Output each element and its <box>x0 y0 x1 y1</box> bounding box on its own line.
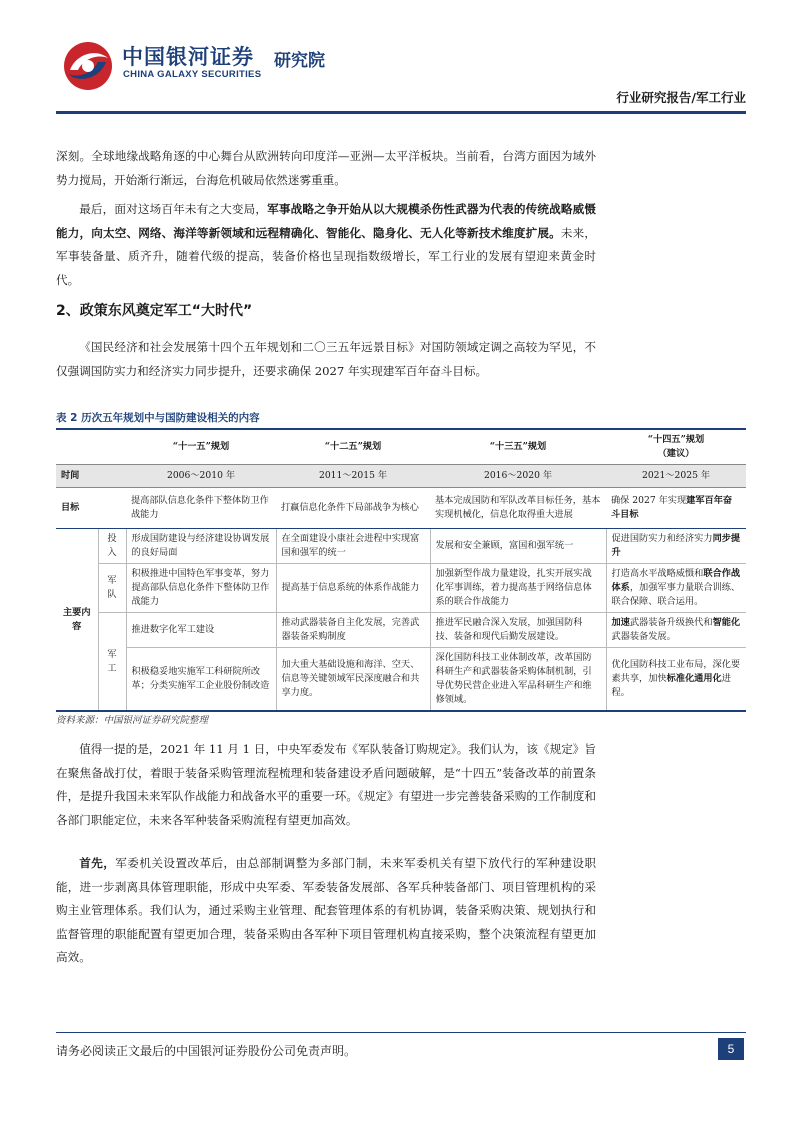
invest-13th: 发展和安全兼顾，富国和强军统一 <box>430 529 606 564</box>
sub-label-industry: 军工 <box>98 613 126 712</box>
invest-12th: 在全面建设小康社会进程中实现富国和强军的统一 <box>276 529 430 564</box>
industry1-14th-text-a: 武器装备升级换代和 <box>629 617 713 628</box>
paragraph-5 <box>56 852 596 970</box>
industry1-13th: 推进军民融合深入发展，加强国防科技、装备和现代后勤发展建设。 <box>430 613 606 648</box>
header-14th-note: （建议） <box>657 448 695 459</box>
industry2-11th: 积极稳妥地实施军工科研院所改革；分类实施军工企业股份制改造 <box>126 648 276 712</box>
army-14th <box>606 564 746 613</box>
industry1-14th-text-b: 武器装备发展。 <box>611 631 676 642</box>
industry2-13th: 深化国防科技工业体制改革，改革国防科研生产和武器装备采购体制机制，引导优势民营企业进入军品科研生产和维修领域。 <box>430 648 606 712</box>
industry1-14th-emphasis-b: 智能化 <box>712 617 741 628</box>
sub-label-invest: 投入 <box>98 529 126 564</box>
industry1-14th <box>606 613 746 648</box>
industry2-14th-tail: 进程。 <box>611 673 731 698</box>
goal-14th-text: 确保 2027 年实现 <box>611 495 687 506</box>
army-13th: 加强新型作战力量建设，扎实开展实战化军事训练，着力提高基于网络信息体系的联合作战能力 <box>430 564 606 613</box>
paragraph-2-lead: 最后，面对这场百年未有之大变局， <box>79 202 268 216</box>
paragraph-5-body: 军委机关设置改革后，由总部制调整为多部门制，未来军委机关有望下放代行的军种建设职能，进一步剥离具体管理职能，形成中央军委、军委装备发展部、各军兵种装备部门、项目管理机构的采购主业管理体系。我们认为，通过采购主业管理、配套管理体系的有机协调，装备采购决策、规划执行和监督管理的职能配置有望更加合理，装备采购由各军种下项目管理机构直接采购，整个决策流程有望更加高效。 <box>56 856 596 964</box>
header-14th-title: “十四五”规划 <box>647 434 705 445</box>
year-13th: 2016～2020 年 <box>430 465 606 488</box>
table-caption: 表 2 历次五年规划中与国防建设相关的内容 <box>56 412 260 424</box>
goal-label: 目标 <box>56 488 126 529</box>
army-12th: 提高基于信息系统的体系作战能力 <box>276 564 430 613</box>
footer-disclaimer: 请务必阅读正文最后的中国银河证券股份公司免责声明。 <box>56 1044 357 1058</box>
page-number: 5 <box>718 1038 744 1060</box>
goal-12th: 打赢信息化条件下局部战争为核心 <box>276 488 430 529</box>
industry2-14th <box>606 648 746 712</box>
paragraph-2-emphasis: 军事战略之争开始从以大规模杀伤性武器为代表的传统战略威慑能力，向太空、网络、海洋等新领域和远程精确化、智能化、隐身化、无人化等新技术维度扩展。 <box>56 202 596 240</box>
paragraph-4: 值得一提的是，2021 年 11 月 1 日，中央军委发布《军队装备订购规定》。我们认为，该《规定》旨在聚焦备战打仗，着眼于装备采购管理流程梳理和装备建设矛盾问题破解，是“十四五”装备改革的前置条件，是提升我国未来军队作战能力和战备水平的重要一环。《规定》有望进一步完善装备采购的工作制度和各部门职能定位，未来各军种装备采购流程有望更加高效。 <box>56 742 596 827</box>
invest-14th-emphasis: 同步提升 <box>611 533 741 558</box>
industry1-11th: 推进数字化军工建设 <box>126 613 276 648</box>
page-header <box>56 36 746 116</box>
year-11th: 2006～2010 年 <box>126 465 276 488</box>
goal-11th: 提高部队信息化条件下整体防卫作战能力 <box>126 488 276 529</box>
header-14th <box>606 429 746 465</box>
paragraph-5-lead: 首先， <box>79 856 116 870</box>
industry2-12th: 加大重大基础设施和海洋、空天、信息等关键领域军民深度融合和共享力度。 <box>276 648 430 712</box>
industry2-14th-emphasis: 标准化通用化 <box>666 673 722 684</box>
institute-name: 研究院 <box>274 51 325 71</box>
footer-divider <box>56 1032 746 1033</box>
army-14th-tail: ，加强军事力量联合训练、联合保障、联合运用。 <box>611 582 741 607</box>
table-source: 资料来源：中国银河证券研究院整理 <box>56 715 209 726</box>
main-content-label: 主要内容 <box>56 529 98 712</box>
goal-14th <box>606 488 746 529</box>
industry1-14th-emphasis-a: 加速 <box>611 617 630 628</box>
industry2-14th-text: 优化国防科技工业布局，深化要素共享，加快 <box>611 659 741 684</box>
year-14th: 2021～2025 年 <box>606 465 746 488</box>
header-13th: “十三五”规划 <box>430 429 606 465</box>
army-14th-text: 打造高水平战略威慑和 <box>611 568 704 579</box>
time-label: 时间 <box>56 465 126 488</box>
paragraph-2-tail: 未来，军事装备量、质齐升，随着代级的提高，装备价格也呈现指数级增长，军工行业的发展有望迎来黄金时代。 <box>56 225 596 287</box>
paragraph-3: 《国民经济和社会发展第十四个五年规划和二〇三五年远景目标》对国防领域定调之高较为罕见，不仅强调国防实力和经济实力同步提升，还要求确保 2027 年实现建军百年奋斗目标。 <box>56 340 596 378</box>
logo-chinese-name: 中国银河证券 <box>122 45 254 69</box>
army-14th-emphasis: 联合作战体系 <box>611 568 741 593</box>
logo-english-name: CHINA GALAXY SECURITIES <box>123 69 262 80</box>
paragraph-1: 深刻。全球地缘战略角逐的中心舞台从欧洲转向印度洋—亚洲—太平洋板块。当前看，台湾方面因为域外势力搅局，开始渐行渐远，台海危机破局依然迷雾重重。 <box>56 149 596 187</box>
industry1-12th: 推动武器装备自主化发展，完善武器装备采购制度 <box>276 613 430 648</box>
section-title: 2、政策东风奠定军工“大时代” <box>56 303 253 319</box>
invest-14th-text: 促进国防实力和经济实力 <box>611 533 713 544</box>
year-12th: 2011～2015 年 <box>276 465 430 488</box>
goal-14th-emphasis: 建军百年奋斗目标 <box>611 495 733 520</box>
report-type: 行业研究报告/军工行业 <box>616 90 746 105</box>
header-12th: “十二五”规划 <box>276 429 430 465</box>
header-divider <box>56 111 746 114</box>
goal-13th: 基本完成国防和军队改革目标任务，基本实现机械化，信息化取得重大进展 <box>430 488 606 529</box>
invest-14th <box>606 529 746 564</box>
paragraph-2 <box>56 198 596 292</box>
army-11th: 积极推进中国特色军事变革，努力提高部队信息化条件下整体防卫作战能力 <box>126 564 276 613</box>
table-corner <box>56 429 126 465</box>
galaxy-logo-icon <box>62 40 114 92</box>
header-11th: “十一五”规划 <box>126 429 276 465</box>
invest-11th: 形成国防建设与经济建设协调发展的良好局面 <box>126 529 276 564</box>
sub-label-army: 军队 <box>98 564 126 613</box>
five-year-plan-table <box>56 428 746 712</box>
